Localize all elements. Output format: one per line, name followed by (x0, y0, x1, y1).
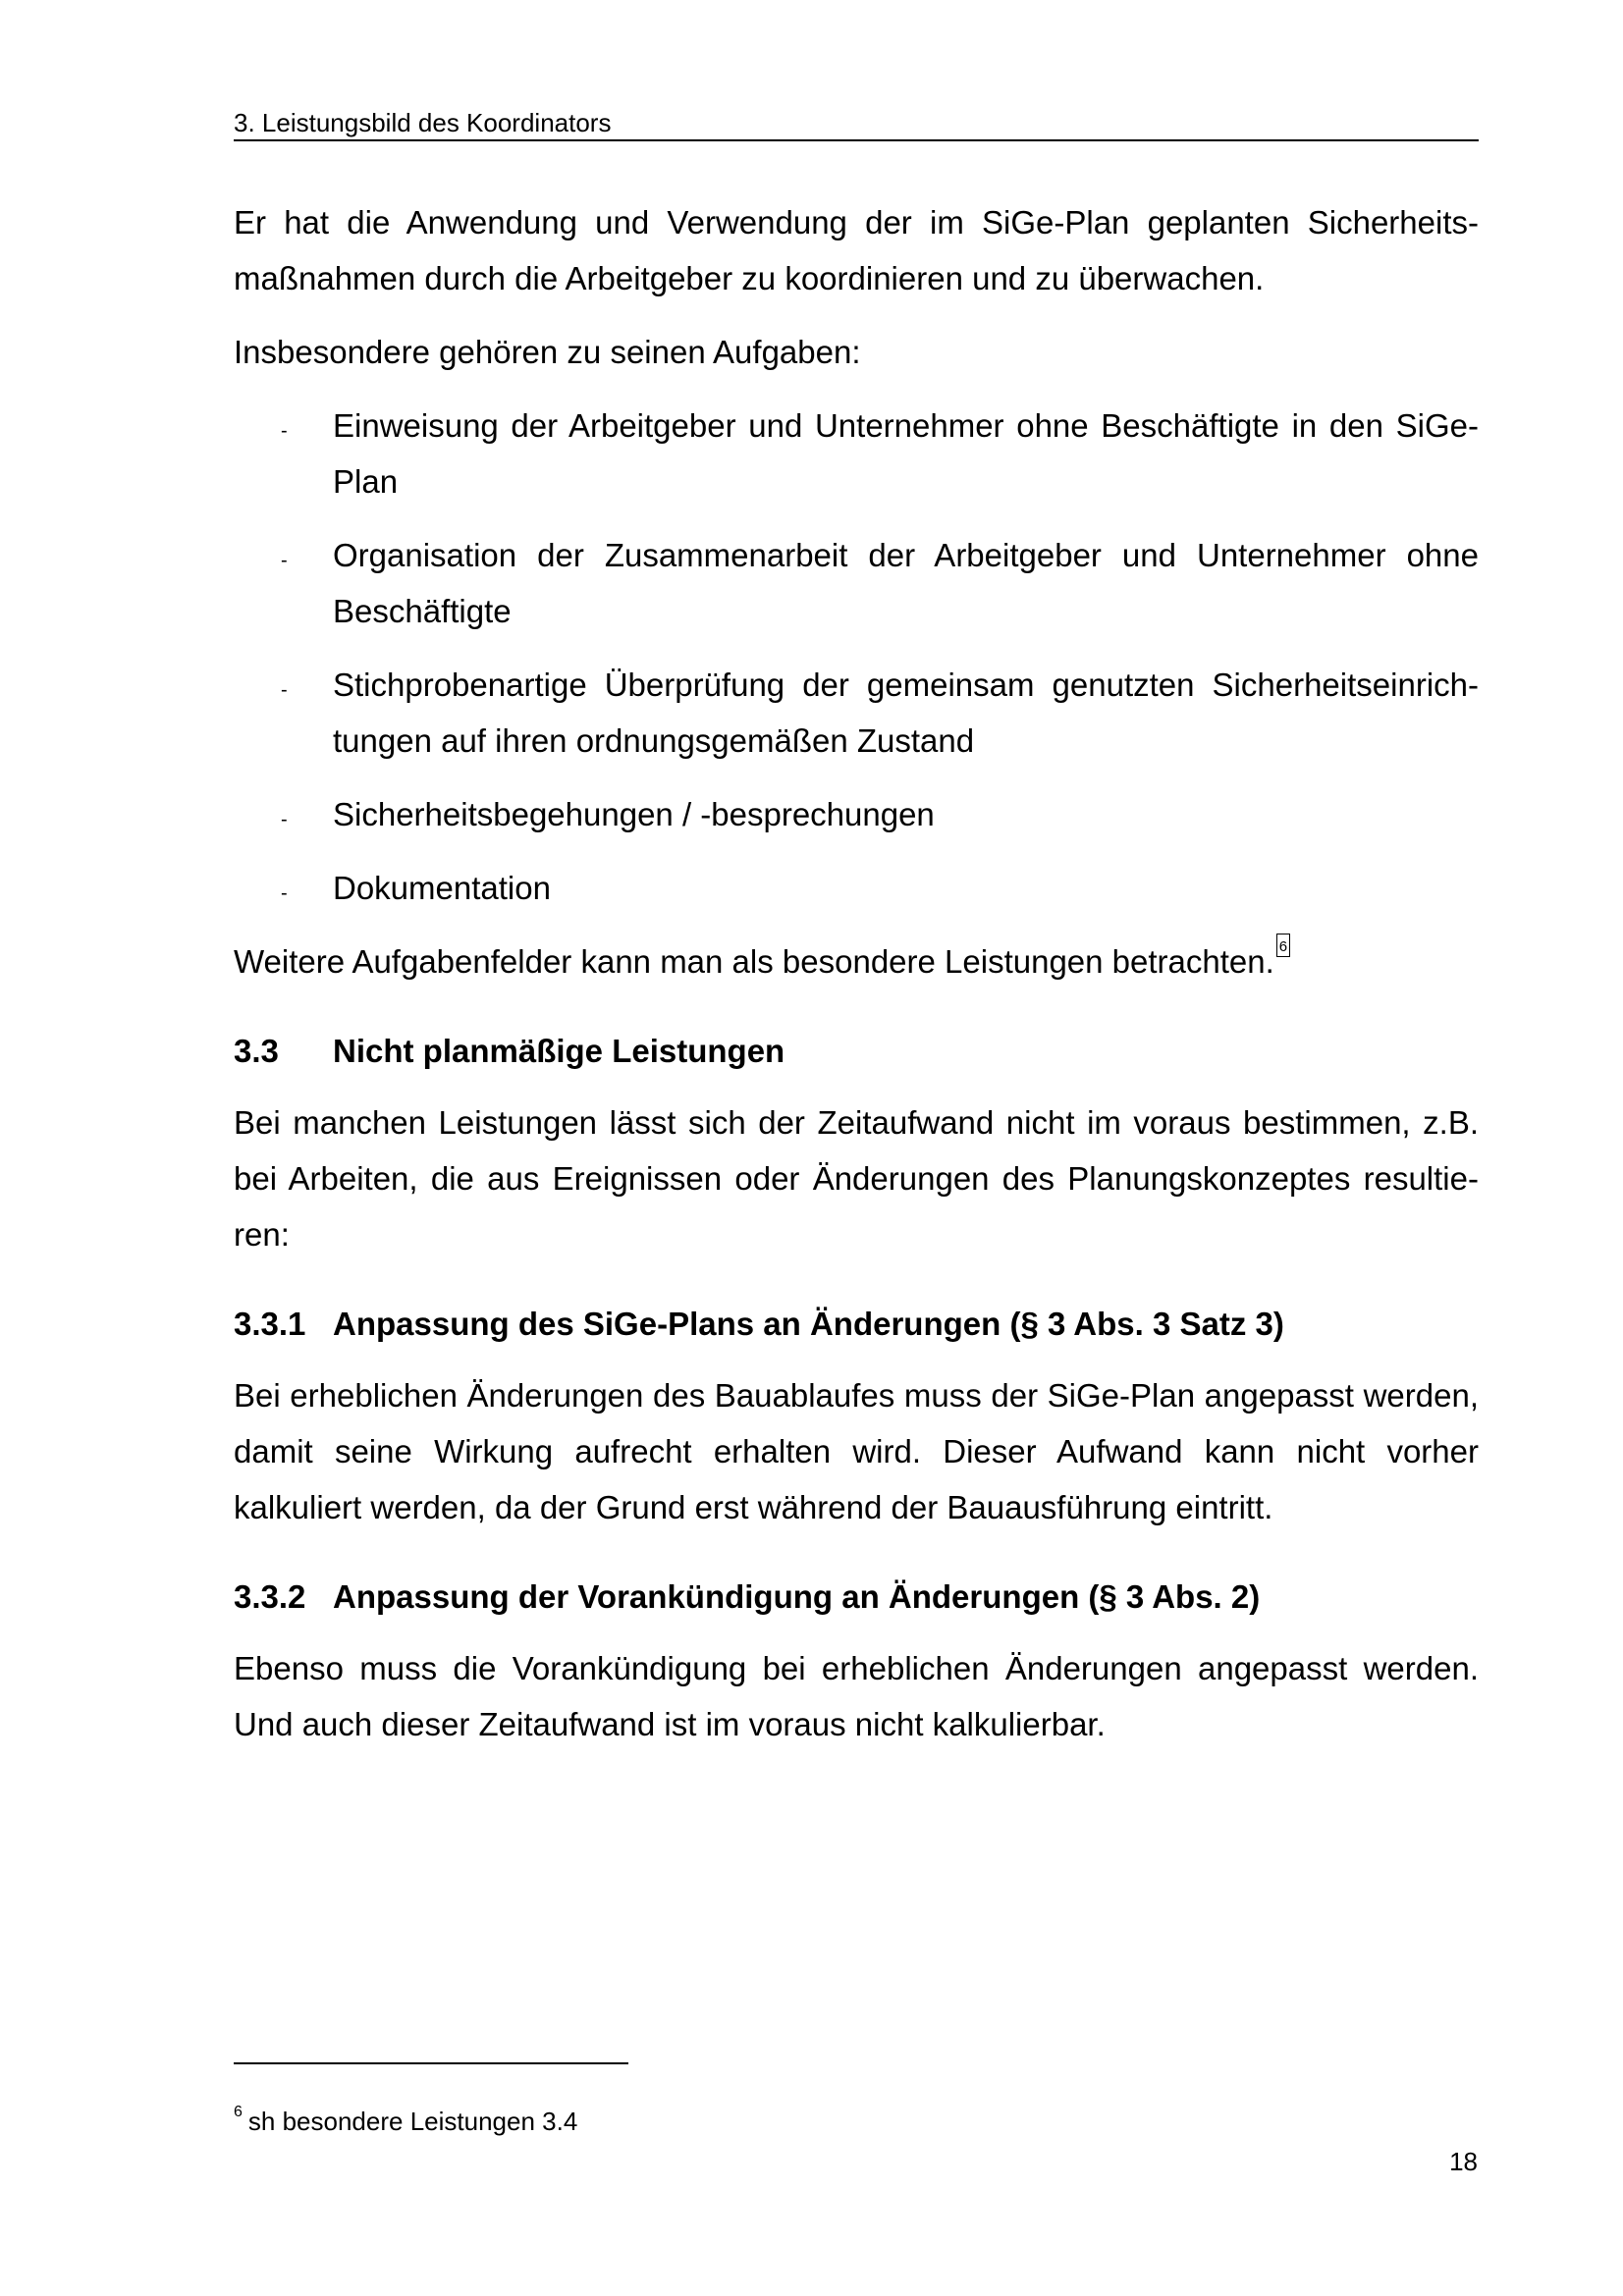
closing-text: Weitere Aufgabenfelder kann man als besondere Leistungen betrachten. (234, 943, 1274, 980)
footnote-reference[interactable]: 6 (1276, 934, 1290, 957)
task-text: Stichprobenartige Überprüfung der gemeinsam genutzten Sicherheitseinrichtungen auf ihren ordnungsgemäßen Zustand (333, 667, 1479, 759)
list-item (234, 860, 1479, 916)
footnote-marker: 6 (234, 2104, 243, 2120)
section-title: Anpassung des SiGe-Plans an Änderungen (§ 3 Abs. 3 Satz 3) (333, 1306, 1284, 1342)
heading-3-3-2 (234, 1569, 1479, 1625)
heading-3-3 (234, 1023, 1479, 1079)
list-item (234, 657, 1479, 769)
section-title: Nicht planmäßige Leistungen (333, 1033, 785, 1069)
footnote-text: sh besondere Leistungen 3.4 (247, 2107, 578, 2136)
page-number: 18 (1449, 2147, 1478, 2176)
intro-paragraph: Er hat die Anwendung und Verwendung der im SiGe-Plan geplanten Sicherheitsmaßnahmen durch die Arbeitgeber zu koordinieren und zu überwachen. (234, 204, 1479, 296)
section-3-3-1-body: Bei erheblichen Änderungen des Bauablaufes muss der SiGe-Plan angepasst werden, damit seine Wirkung aufrecht erhalten wird. Dieser Aufwand kann nicht vorher kalkuliert werden, da der Grund erst während der Bauausführung eintritt. (234, 1377, 1479, 1525)
task-text: Einweisung der Arbeitgeber und Unternehmer ohne Beschäftigte in den SiGe-Plan (333, 407, 1479, 500)
tasks-intro: Insbesondere gehören zu seinen Aufgaben: (234, 334, 861, 370)
list-item (234, 527, 1479, 639)
bullet-dash: - (281, 550, 288, 571)
heading-3-3-1 (234, 1296, 1479, 1352)
list-item (234, 398, 1479, 509)
bullet-dash: - (281, 809, 288, 830)
task-text: Dokumentation (333, 870, 551, 906)
section-number: 3.3 (234, 1033, 279, 1069)
closing-paragraph (234, 934, 1479, 989)
bullet-dash: - (281, 882, 288, 904)
footnote-separator (234, 2062, 628, 2064)
section-3-3-body: Bei manchen Leistungen lässt sich der Zeitaufwand nicht im voraus bestimmen, z.B. bei Arbeiten, die aus Ereignissen oder Änderungen des Planungskonzeptes resultieren: (234, 1104, 1479, 1253)
section-title: Anpassung der Vorankündigung an Änderungen (§ 3 Abs. 2) (333, 1578, 1261, 1615)
section-3-3-2-body: Ebenso muss die Vorankündigung bei erheblichen Änderungen angepasst werden. Und auch dieser Zeitaufwand ist im voraus nicht kalkulierbar. (234, 1650, 1479, 1742)
task-list (234, 398, 1479, 916)
page-body (234, 194, 1479, 1770)
task-text: Sicherheitsbegehungen / -besprechungen (333, 796, 935, 832)
list-item (234, 786, 1479, 842)
footnote (234, 2091, 577, 2143)
task-text: Organisation der Zusammenarbeit der Arbeitgeber und Unternehmer ohne Beschäftigte (333, 537, 1479, 629)
bullet-dash: - (281, 420, 288, 442)
section-number: 3.3.1 (234, 1306, 306, 1342)
running-header: 3. Leistungsbild des Koordinators (234, 108, 1479, 141)
section-number: 3.3.2 (234, 1578, 306, 1615)
bullet-dash: - (281, 679, 288, 701)
